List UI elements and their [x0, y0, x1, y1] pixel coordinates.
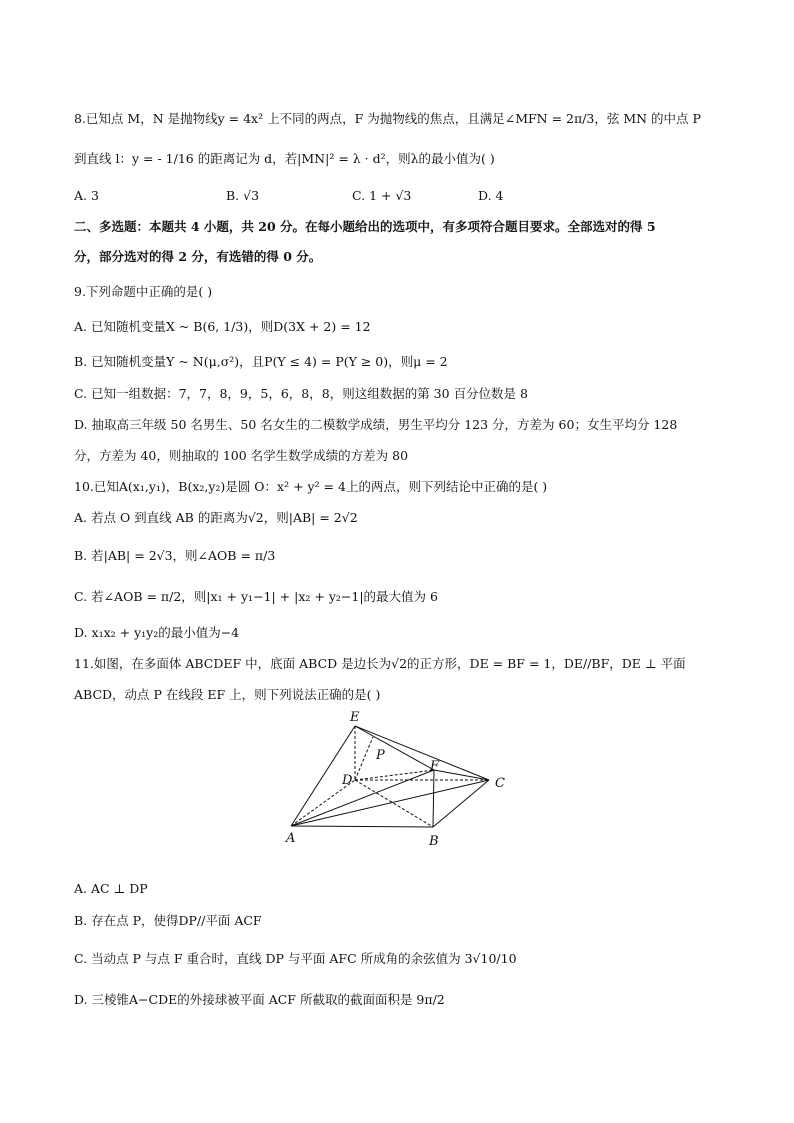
section2-line2: 分，部分选对的得 2 分，有选错的得 0 分。 — [74, 249, 322, 264]
q11-stem-line2: ABCD，动点 P 在线段 EF 上，则下列说法正确的是( ) — [74, 687, 381, 702]
edge-db — [355, 780, 433, 827]
section2-line1: 二、多选题：本题共 4 小题，共 20 分。在每小题给出的选项中，有多项符合题目要求。全部选对的得 5 — [74, 219, 656, 234]
q10-option-b: B. 若|AB| = 2√3，则∠AOB = π/3 — [74, 548, 276, 563]
q11-option-b: B. 存在点 P，使得DP//平面 ACF — [74, 913, 262, 928]
edge-ab — [291, 826, 433, 827]
q8-option-b: B. √3 — [226, 188, 260, 203]
q8-stem-line2: 到直线 l：y = - 1/16 的距离记为 d，若|MN|² = λ · d²，则λ的最小值为( ) — [74, 151, 495, 166]
edge-fb — [433, 770, 434, 827]
q9-option-c: C. 已知一组数据：7，7，8，9，5，6，8，8，则这组数据的第 30 百分位数是 8 — [74, 386, 528, 401]
q10-option-d: D. x₁x₂ + y₁y₂的最小值为−4 — [74, 625, 240, 640]
label-f: F — [430, 759, 440, 774]
q8-options — [74, 187, 734, 205]
q8-stem-line1: 8.已知点 M，N 是抛物线y = 4x² 上不同的两点，F 为抛物线的焦点，且满足∠MFN = 2π/3，弦 MN 的中点 P — [74, 111, 701, 126]
q8-option-d: D. 4 — [478, 188, 504, 203]
polyhedron-figure — [280, 706, 520, 856]
label-a: A — [286, 831, 296, 846]
edge-bc — [433, 780, 489, 827]
label-e: E — [350, 710, 360, 725]
q10-option-a: A. 若点 O 到直线 AB 的距离为√2，则|AB| = 2√2 — [74, 510, 358, 525]
q9-option-b: B. 已知随机变量Y ~ N(μ,σ²)，且P(Y ≤ 4) = P(Y ≥ 0)，则μ = 2 — [74, 354, 448, 369]
label-c: C — [495, 776, 505, 791]
q11-option-d: D. 三棱锥A−CDE的外接球被平面 ACF 所截取的截面面积是 9π/2 — [74, 992, 445, 1007]
q9-option-d-line1: D. 抽取高三年级 50 名男生、50 名女生的二模数学成绩，男生平均分 123 分，方差为 60；女生平均分 128 — [74, 417, 678, 432]
q10-stem: 10.已知A(x₁,y₁)，B(x₂,y₂)是圆 O：x² + y² = 4上的两点，则下列结论中正确的是( ) — [74, 479, 548, 494]
edge-ef — [355, 726, 434, 770]
label-p: P — [376, 748, 385, 763]
edge-fc — [434, 770, 489, 780]
label-b: B — [429, 834, 439, 849]
q9-option-d-line2: 分，方差为 40，则抽取的 100 名学生数学成绩的方差为 80 — [74, 448, 409, 463]
q11-stem-line1: 11.如图，在多面体 ABCDEF 中，底面 ABCD 是边长为√2的正方形，DE = BF = 1，DE//BF，DE ⊥ 平面 — [74, 656, 686, 671]
q9-stem: 9.下列命题中正确的是( ) — [74, 284, 213, 299]
q11-option-a: A. AC ⊥ DP — [74, 881, 148, 896]
q11-option-c: C. 当动点 P 与点 F 重合时，直线 DP 与平面 AFC 所成角的余弦值为 3√10/10 — [74, 951, 517, 966]
edge-dp — [355, 737, 373, 780]
q9-option-a: A. 已知随机变量X ~ B(6, 1/3)，则D(3X + 2) = 12 — [74, 319, 371, 334]
q10-option-c: C. 若∠AOB = π/2，则|x₁ + y₁−1| + |x₂ + y₂−1|的最大值为 6 — [74, 589, 438, 604]
q8-option-c: C. 1 + √3 — [352, 188, 412, 203]
label-d: D — [342, 773, 353, 788]
q8-option-a: A. 3 — [74, 188, 99, 203]
